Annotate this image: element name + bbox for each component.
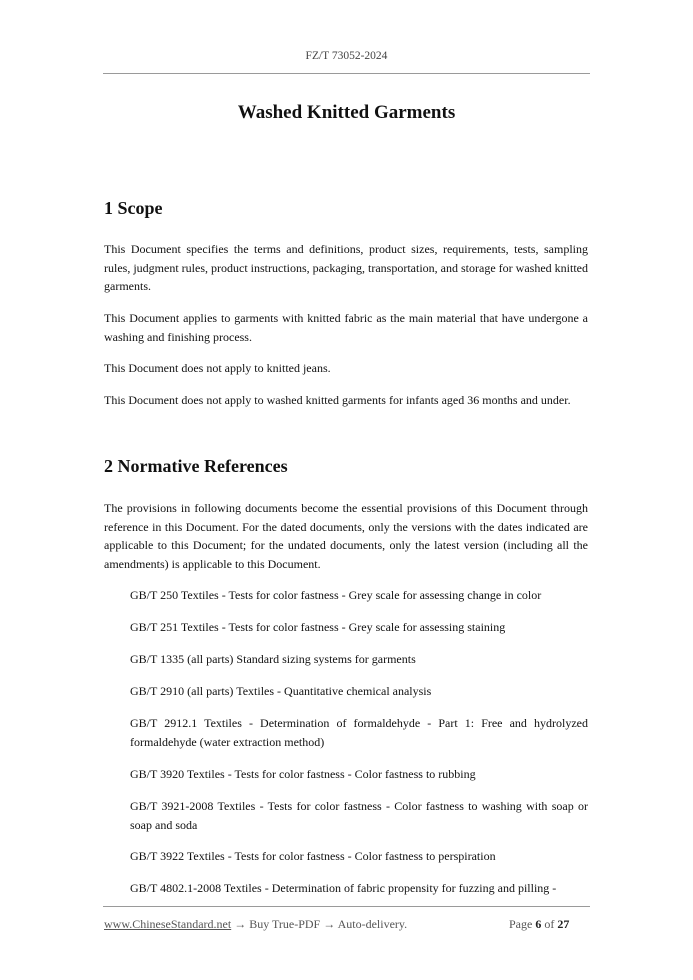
total-pages: 27 [557, 917, 570, 931]
header-document-code: FZ/T 73052-2024 [305, 50, 388, 62]
reference-item: GB/T 3922 Textiles - Tests for color fastness - Color fastness to perspiration [130, 849, 496, 863]
scope-paragraph-1: This Document specifies the terms and definitions, product sizes, requirements, tests, sampling rules, judgment rules, product instructions, packaging, transportation, and storage for washed knitted garments. [104, 242, 588, 293]
footer-rule [103, 906, 590, 907]
reference-item: GB/T 251 Textiles - Tests for color fastness - Grey scale for assessing staining [130, 620, 506, 634]
reference-item: GB/T 250 Textiles - Tests for color fastness - Grey scale for assessing change in color [130, 588, 542, 602]
header-rule [103, 73, 590, 74]
page-label: Page [509, 917, 533, 931]
footer-left [104, 917, 407, 932]
arrow-right-icon: → [234, 917, 247, 931]
section-heading-scope: 1 Scope [104, 198, 163, 218]
section-heading-normative-references: 2 Normative References [104, 456, 288, 476]
reference-item: GB/T 2910 (all parts) Textiles - Quantitative chemical analysis [130, 684, 432, 698]
reference-item: GB/T 3921-2008 Textiles - Tests for color fastness - Color fastness to washing with soap or soap and soda [130, 799, 588, 832]
current-page-number: 6 [535, 917, 542, 931]
arrow-right-icon: → [323, 917, 336, 931]
page-indicator [509, 917, 569, 932]
reference-item: GB/T 3920 Textiles - Tests for color fastness - Color fastness to rubbing [130, 767, 476, 781]
scope-paragraph-2: This Document applies to garments with knitted fabric as the main material that have undergone a washing and finishing process. [104, 311, 588, 344]
buy-true-pdf-text: Buy True-PDF [249, 917, 321, 931]
chinesestandard-link[interactable]: www.ChineseStandard.net [104, 917, 232, 931]
of-label: of [544, 917, 555, 931]
auto-delivery-text: Auto-delivery. [337, 917, 408, 931]
reference-item: GB/T 4802.1-2008 Textiles - Determination of fabric propensity for fuzzing and pilling - [130, 881, 557, 895]
reference-item: GB/T 1335 (all parts) Standard sizing systems for garments [130, 652, 416, 666]
document-title: Washed Knitted Garments [237, 102, 456, 123]
scope-paragraph-3: This Document does not apply to knitted jeans. [104, 361, 331, 375]
scope-paragraph-4: This Document does not apply to washed knitted garments for infants aged 36 months and under. [104, 393, 571, 407]
reference-item: GB/T 2912.1 Textiles - Determination of formaldehyde - Part 1: Free and hydrolyzed formaldehyde (water extraction method) [130, 716, 588, 749]
normative-references-intro: The provisions in following documents become the essential provisions of this Document through reference in this Document. For the dated documents, only the versions with the dates indicated are applicable to this Document; for the undated documents, only the latest version (including all the amendments) is applicable to this Document. [104, 501, 588, 571]
